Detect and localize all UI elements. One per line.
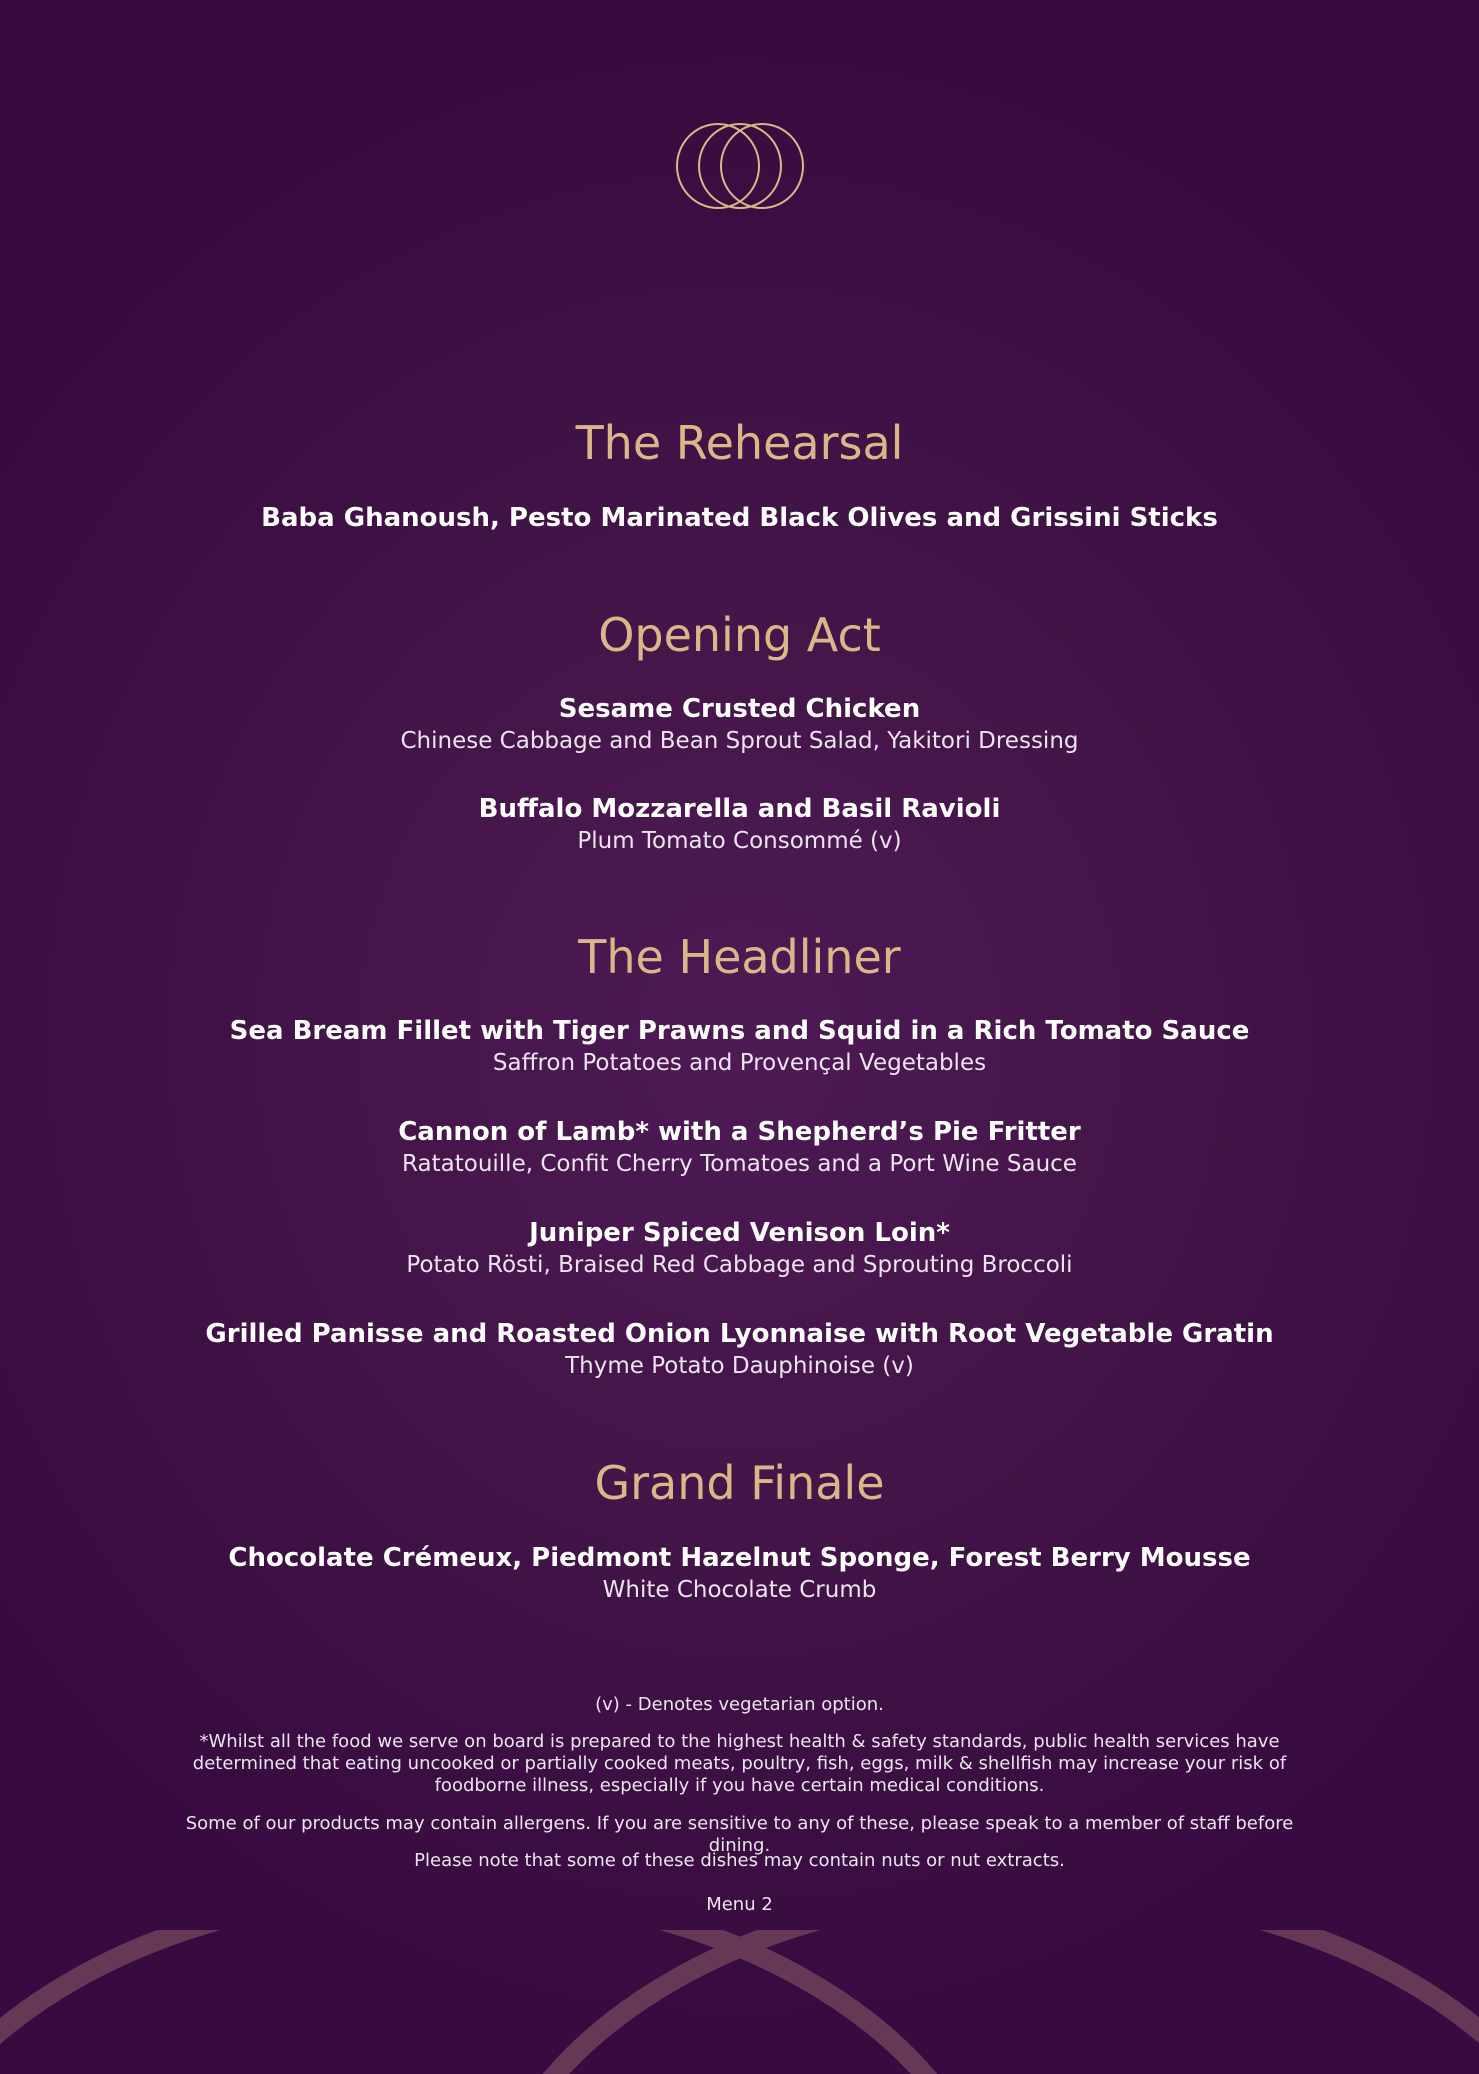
dish-name: Buffalo Mozzarella and Basil Ravioli [478,794,1001,824]
vegetarian-note: (v) - Denotes vegetarian option. [595,1694,884,1715]
dish-name: Sea Bream Fillet with Tiger Prawns and Squid in a Rich Tomato Sauce [229,1016,1250,1046]
allergen-note: Some of our products may contain allergens. If you are sensitive to any of these, please speak to a member of staff before dining. [185,1813,1294,1856]
menu-label: Menu 2 [706,1894,773,1915]
dish-name: Baba Ghanoush, Pesto Marinated Black Olives and Grissini Sticks [261,503,1218,533]
dish-name: Sesame Crusted Chicken [558,694,921,724]
dish-description: White Chocolate Crumb [602,1577,877,1603]
dish-name: Chocolate Crémeux, Piedmont Hazelnut Sponge, Forest Berry Mousse [228,1543,1251,1573]
nuts-note: Please note that some of these dishes may contain nuts or nut extracts. [414,1850,1065,1871]
dish-name: Cannon of Lamb* with a Shepherd’s Pie Fritter [398,1117,1081,1147]
dish-name: Juniper Spiced Venison Loin* [529,1218,950,1248]
section-title-headliner: The Headliner [578,930,901,984]
dish-description: Saffron Potatoes and Provençal Vegetables [492,1050,987,1076]
dish-description: Plum Tomato Consommé (v) [577,828,902,854]
section-title-opening-act: Opening Act [598,608,881,662]
section-title-rehearsal: The Rehearsal [575,416,904,470]
dish-description: Ratatouille, Confit Cherry Tomatoes and a Port Wine Sauce [402,1151,1077,1177]
dish-description: Thyme Potato Dauphinoise (v) [565,1353,914,1379]
decorative-arcs-icon [0,1930,1479,2074]
interlinked-rings-icon [675,120,805,212]
logo [0,120,1479,216]
section-title-grand-finale: Grand Finale [594,1456,885,1510]
dish-description: Potato Rösti, Braised Red Cabbage and Sprouting Broccoli [406,1252,1073,1278]
health-note: *Whilst all the food we serve on board is prepared to the highest health & safety standards, public health services have determined that eating uncooked or partially cooked meats, poultry, fish, eggs, milk & shellfish may increase your risk of foodborne illness, especially if you have certain medical conditions. [192,1731,1287,1796]
dish-description: Chinese Cabbage and Bean Sprout Salad, Yakitori Dressing [400,728,1079,754]
dish-name: Grilled Panisse and Roasted Onion Lyonnaise with Root Vegetable Gratin [205,1319,1274,1349]
